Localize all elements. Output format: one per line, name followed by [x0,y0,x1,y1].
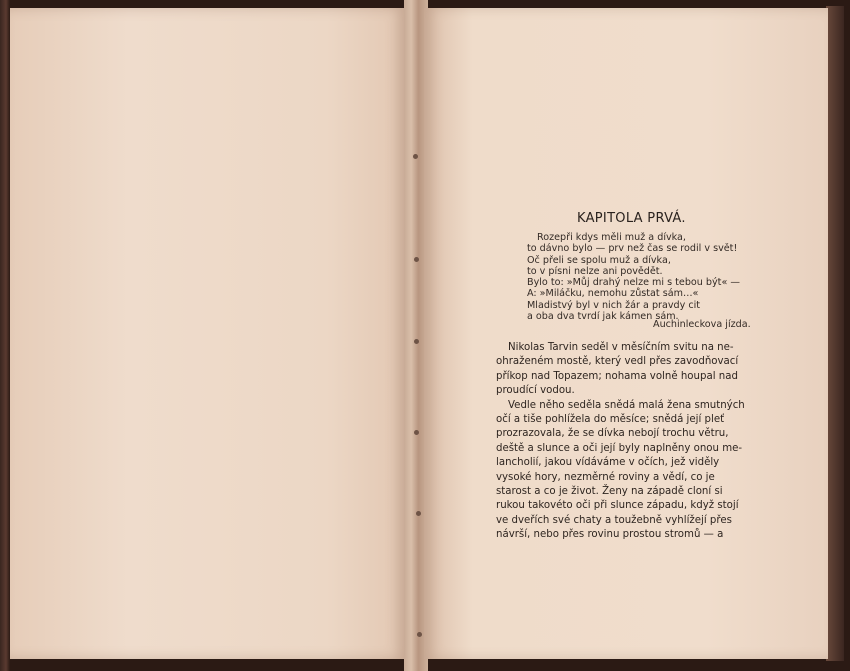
binding-stitch [417,632,422,637]
poem-line: to v písni nelze ani povědět. [527,265,663,277]
body-text [496,341,766,542]
poem-line: Oč přeli se spolu muž a dívka, [527,254,671,266]
poem-line: a oba dva tvrdí jak kámen sám. [527,311,679,323]
cover-right-edge [826,6,844,661]
binding-stitch [414,430,419,435]
text-line: prozrazovala, že se dívka nebojí trochu větru, [496,428,729,440]
epigraph-attribution: Auchinleckova jízda. [653,319,751,330]
poem-line: Rozepři kdys měli muž a dívka, [537,232,686,243]
right-page [424,8,828,659]
epigraph-poem [527,232,777,322]
text-line: ohraženém mostě, který vedl přes zavodňovací [496,356,739,368]
text-line: Vedle něho seděla snědá malá žena smutných [508,399,745,411]
text-line: očí a tiše pohlížela do měsíce; snědá její pleť [496,413,725,425]
text-line: lancholií, jakou vídáváme v očích, jež viděly [496,457,720,469]
binding-stitch [413,154,418,159]
poem-line: Bylo to: »Můj drahý nelze mi s tebou být« — [527,277,740,289]
poem-line: A: »Miláčku, nemohu zůstat sám…« [527,288,699,300]
text-line: návrší, nebo přes rovinu prostou stromů — a [496,529,724,541]
text-line: rukou takovéto oči při slunce západu, když stojí [496,500,739,512]
text-line: příkop nad Topazem; nohama volně houpal nad [496,370,738,382]
text-line: deště a slunce a oči její byly naplněny onou me- [496,442,743,454]
binding-stitch [414,339,419,344]
left-page [10,8,406,659]
poem-line: to dávno bylo — prv než čas se rodil v svět! [527,243,738,255]
chapter-title: KAPITOLA PRVÁ. [577,211,686,226]
poem-line: Mladistvý byl v nich žár a pravdy cit [527,299,701,311]
text-line: starost a co je život. Ženy na západě cloní si [496,485,723,497]
text-line: proudící vodou. [496,385,575,397]
text-line: ve dveřích své chaty a toužebně vyhlížejí přes [496,514,732,526]
binding-stitch [416,511,421,516]
binding-stitch [414,257,419,262]
text-line: vysoké hory, nezměrné roviny a vědí, co je [496,471,715,483]
text-line: Nikolas Tarvin seděl v měsíčním svitu na ne- [508,342,734,353]
